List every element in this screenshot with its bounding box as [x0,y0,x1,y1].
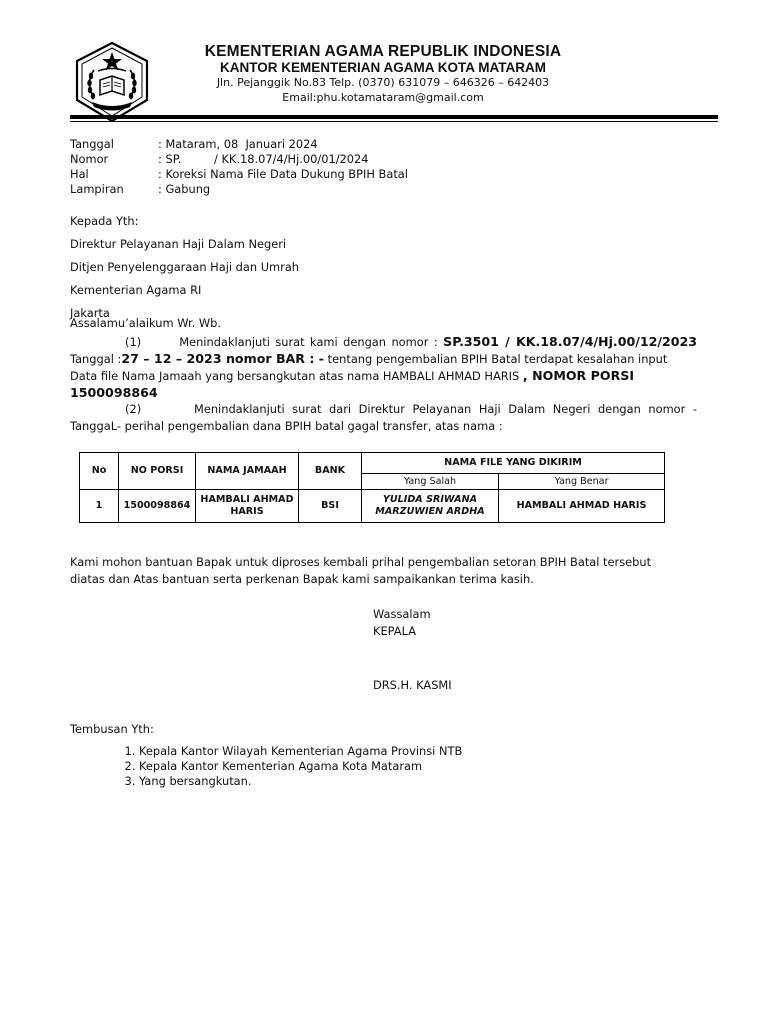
closing-line: diatas dan Atas bantuan serta perkenan Bapak kami sampaikankan terima kasih. [70,572,534,586]
meta-key: Tanggal [70,137,114,151]
paragraph-1-line [70,367,697,384]
header-correct: Yang Benar [499,474,665,490]
closing-paragraph [70,554,697,588]
letterhead-address: Jln. Pejanggik No.83 Telp. (0370) 631079 – 646326 – 642403 [216,76,550,89]
recipient-line: Direktur Pelayanan Haji Dalam Negeri [70,237,287,251]
list-item: 1. Kepala Kantor Wilayah Kementerian Agama Provinsi NTB [139,744,462,759]
cell-porsi: 1500098864 [119,490,196,523]
recipient-line: Kepada Yth: [70,214,139,228]
recipient-line: Jakarta [70,306,110,320]
para-text: Menindaklanjuti surat kami dengan nomor : [179,335,438,349]
header-wrong: Yang Salah [362,474,499,490]
cell-no: 1 [80,490,119,523]
para-text: tentang pengembalian BPIH Batal terdapat kesalahan input [327,352,668,366]
table-row [80,490,665,523]
paragraph-2 [70,401,697,435]
meta-value: : Mataram, 08 Januari 2024 [158,137,318,151]
meta-value: : Koreksi Nama File Data Dukung BPIH Batal [158,167,408,181]
bar-reference: 27 – 12 – 2023 nomor BAR : - [121,351,325,366]
para-text: Tanggal : [70,352,122,366]
closing-line: Kami mohon bantuan Bapak untuk diproses kembali prihal pengembalian setoran BPIH Batal tersebut [70,555,652,569]
paragraph-2-line: TanggaL- perihal pengembalian dana BPIH batal gagal transfer, atas nama : [70,419,503,433]
list-item: 2. Kepala Kantor Kementerian Agama Kota Mataram [139,759,462,774]
para-text: Data file Nama Jamaah yang bersangkutan atas nama HAMBALI AHMAD HARIS [70,369,520,383]
paragraph-1-line [70,350,697,367]
cell-correct-name: HAMBALI AHMAD HARIS [499,490,665,523]
letter-meta [70,137,408,197]
letterhead-thin-rule [70,121,718,122]
cc-heading: Tembusan Yth: [70,722,154,736]
recipient-line: Kementerian Agama RI [70,283,202,297]
header-no: No [80,453,119,490]
signature-title: KEPALA [373,624,416,638]
greeting: Assalamu’alaikum Wr. Wb. [70,316,221,330]
header-porsi: NO PORSI [119,453,196,490]
signature-block [373,606,431,640]
carbon-copy-block [70,722,462,789]
meta-value: : Gabung [158,182,211,196]
letterhead [158,44,608,105]
ministry-emblem-logo [70,40,154,124]
paragraph-1-line [70,384,697,401]
porsi-number: 1500098864 [70,385,158,400]
cell-bank: BSI [299,490,362,523]
file-correction-table [79,452,665,523]
meta-key: Lampiran [70,182,124,196]
meta-key: Nomor [70,152,109,166]
paragraph-1 [70,333,697,401]
header-nama: NAMA JAMAAH [196,453,299,490]
para-text: Menindaklanjuti surat dari Direktur Pelayanan Haji Dalam Negeri dengan nomor - [194,402,697,416]
letterhead-office: KANTOR KEMENTERIAN AGAMA KOTA MATARAM [220,60,546,75]
cc-list [70,744,462,789]
recipient-line: Ditjen Penyelenggaraan Haji dan Umrah [70,260,300,274]
signature-name: DRS.H. KASMI [373,678,452,692]
para-number: (1) [125,335,142,349]
meta-subject-row [70,167,408,182]
meta-date-row [70,137,408,152]
cell-nama: HAMBALI AHMAD HARIS [196,490,299,523]
letterhead-ministry: KEMENTERIAN AGAMA REPUBLIK INDONESIA [204,43,562,60]
meta-attachment-row [70,182,408,197]
meta-key: Hal [70,167,89,181]
cell-wrong-name: YULIDA SRIWANA MARZUWIEN ARDHA [362,490,499,523]
signature-salutation: Wassalam [373,607,431,621]
list-item: 3. Yang bersangkutan. [139,774,462,789]
reference-number: SP.3501 / KK.18.07/4/Hj.00/12/2023 [443,334,698,349]
meta-number-row [70,152,408,167]
letterhead-thick-rule [70,115,718,119]
recipient-block [70,214,299,329]
porsi-label: , NOMOR PORSI [522,368,635,383]
table-header-row [80,453,665,474]
paragraph-1-line [70,333,697,350]
header-bank: BANK [299,453,362,490]
paragraph-2-line [70,401,697,418]
para-number: (2) [125,402,142,416]
meta-value: : SP. / KK.18.07/4/Hj.00/01/2024 [158,152,369,166]
letterhead-email: Email:phu.kotamataram@gmail.com [282,91,484,104]
header-file: NAMA FILE YANG DIKIRIM [362,453,665,474]
